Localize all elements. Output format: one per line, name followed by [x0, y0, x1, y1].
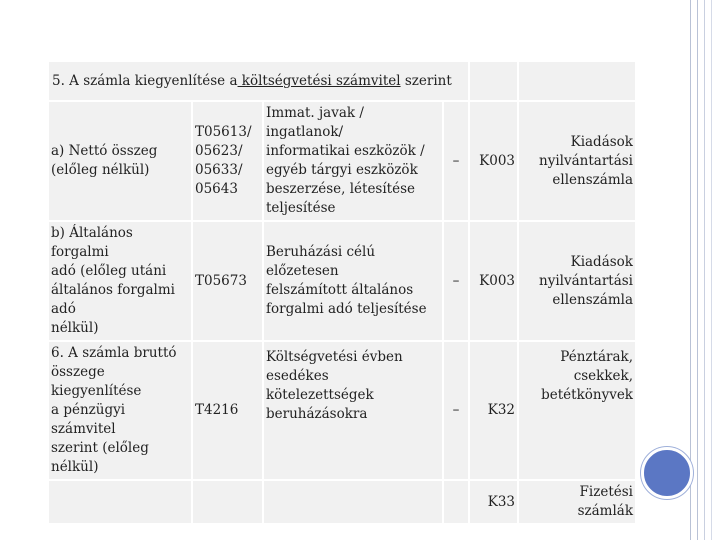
- code-cell: T05673: [192, 221, 263, 341]
- decorative-rail: [711, 0, 712, 540]
- table-header-row: [48, 61, 636, 101]
- heading-text-end: szerint: [400, 72, 452, 89]
- table-row: [48, 480, 636, 524]
- account-name-cell: Kiadások nyilvántartási ellenszámla: [518, 101, 636, 221]
- item-cell: b) Általános forgalmi adó (előleg utáni általános forgalmi adó nélkül): [48, 221, 192, 341]
- account-name-cell: Fizetési számlák: [518, 480, 636, 524]
- empty-cell: [518, 61, 636, 101]
- sign-cell: –: [443, 101, 469, 221]
- heading-underlined-text: költségvetési számvitel: [237, 72, 401, 89]
- account-cell: K33: [469, 480, 518, 524]
- description-cell: [263, 480, 443, 524]
- item-cell: 6. A számla bruttó összege kiegyenlítése a pénzügyi számvitel szerint (előleg nélkül): [48, 341, 192, 480]
- sign-cell: [443, 480, 469, 524]
- item-cell: [48, 480, 192, 524]
- description-cell: Immat. javak / ingatlanok/ informatikai eszközök / egyéb tárgyi eszközök beszerzése, létesítése teljesítése: [263, 101, 443, 221]
- account-cell: K003: [469, 101, 518, 221]
- table-row: [48, 221, 636, 341]
- code-cell: T4216: [192, 341, 263, 480]
- heading-text: 5. A számla kiegyenlítése a: [52, 72, 238, 89]
- decorative-rail: [690, 0, 691, 540]
- account-name-cell: Kiadások nyilvántartási ellenszámla: [518, 221, 636, 341]
- code-cell: [192, 480, 263, 524]
- table-row: [48, 341, 636, 480]
- accounting-table: [47, 60, 637, 525]
- item-cell: a) Nettó összeg (előleg nélkül): [48, 101, 192, 221]
- description-cell: Költségvetési évben esedékes kötelezettségek beruházásokra: [263, 341, 443, 480]
- sign-cell: –: [443, 221, 469, 341]
- empty-cell: [469, 61, 518, 101]
- description-cell: Beruházási célú előzetesen felszámított általános forgalmi adó teljesítése: [263, 221, 443, 341]
- slide-decoration-circle: [641, 447, 693, 499]
- table-row: [48, 101, 636, 221]
- section-heading: [48, 61, 469, 101]
- decorative-rail: [704, 0, 705, 540]
- account-cell: K32: [469, 341, 518, 480]
- decorative-rail: [697, 0, 698, 540]
- account-cell: K003: [469, 221, 518, 341]
- sign-cell: –: [443, 341, 469, 480]
- code-cell: T05613/ 05623/ 05633/ 05643: [192, 101, 263, 221]
- account-name-cell: Pénztárak, csekkek, betétkönyvek: [518, 341, 636, 480]
